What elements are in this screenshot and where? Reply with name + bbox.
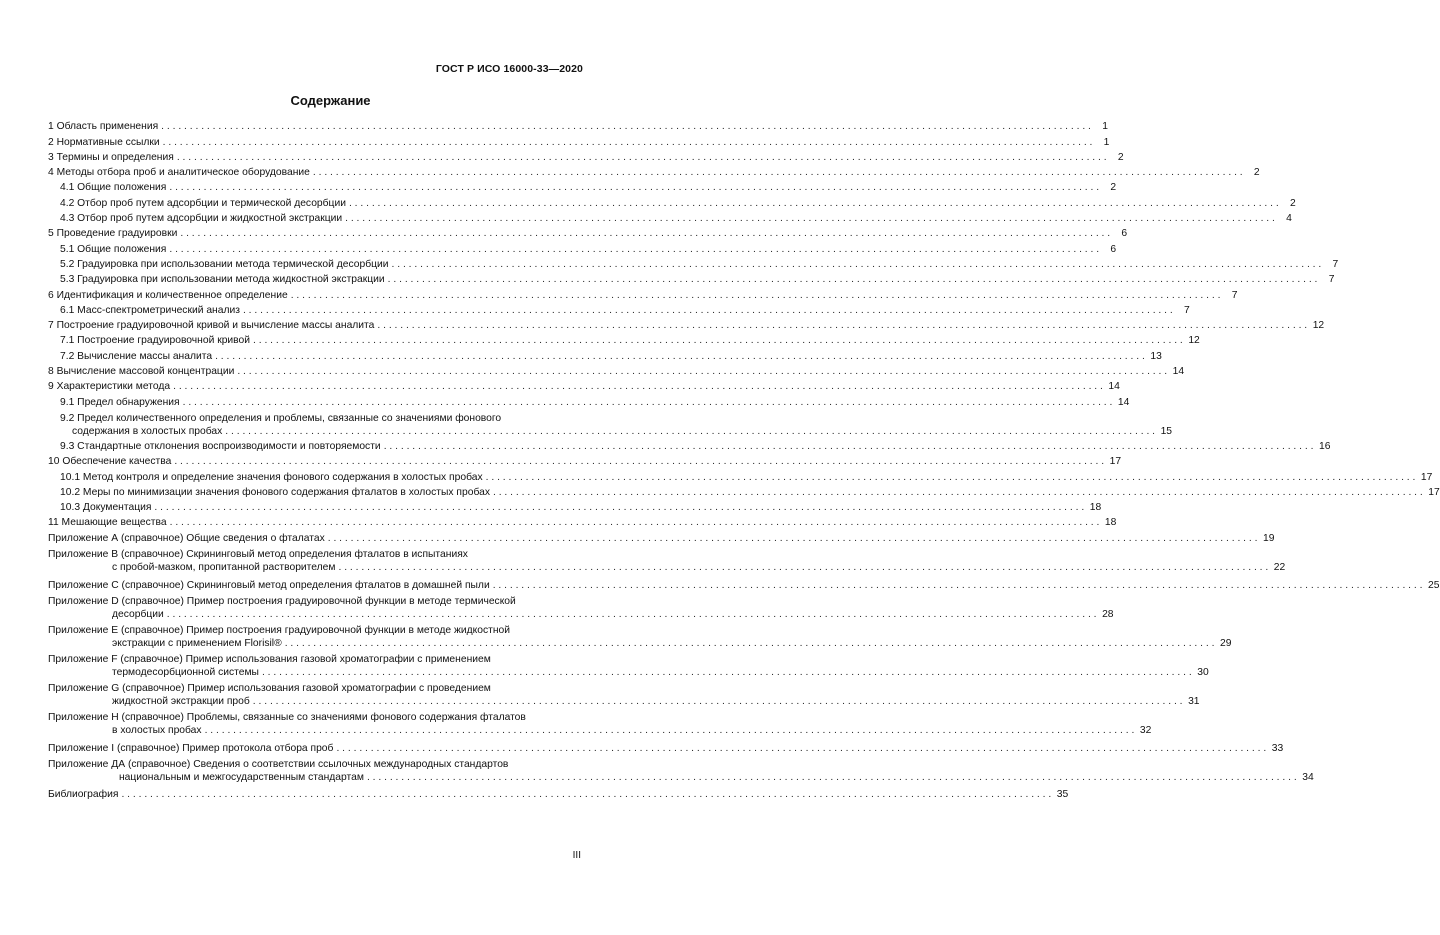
toc-entry-text: Приложение D (справочное) Пример построения градуировочной функции в методе термической: [48, 595, 516, 607]
toc-entry-page: 17: [1420, 471, 1433, 483]
toc-leader: [377, 319, 1307, 332]
toc-entry[interactable]: [48, 225, 1128, 240]
toc-leader: [338, 561, 1268, 574]
toc-entry-text: 5 Проведение градуировки: [48, 228, 178, 240]
toc-entry-text: Приложение Е (справочное) Пример построения градуировочной функции в методе жидкостной: [48, 624, 511, 636]
toc-leader: [243, 304, 1173, 317]
toc-entry-page: 15: [1160, 425, 1173, 437]
toc-entry[interactable]: [48, 468, 1433, 483]
toc-entry-page: 22: [1273, 561, 1286, 573]
toc-entry-page: 17: [1109, 456, 1122, 468]
toc-entry[interactable]: [48, 621, 1232, 650]
toc-entry-text: 4.2 Отбор проб путем адсорбции и термической десорбции: [60, 197, 346, 209]
toc-leader: [173, 380, 1103, 393]
toc-entry-text: Библиография: [48, 788, 119, 800]
toc-leader: [174, 455, 1104, 468]
toc-entry-text-continued: национальным и межгосударственным стандартам: [119, 771, 364, 783]
toc-entry[interactable]: [48, 286, 1238, 301]
toc-entry[interactable]: [48, 708, 1152, 737]
toc-entry[interactable]: [48, 592, 1114, 621]
toc-entry-page: 4: [1286, 213, 1292, 225]
toc-entry-page: 6: [1121, 228, 1128, 240]
toc-entry[interactable]: [48, 317, 1325, 332]
toc-entry-text: 7.1 Построение градуировочной кривой: [60, 335, 251, 347]
page-number: III: [572, 850, 581, 861]
toc-leader: [253, 695, 1183, 708]
toc-leader: [170, 516, 1100, 529]
toc-entry[interactable]: [48, 545, 1286, 574]
toc-leader: [215, 350, 1145, 363]
toc-leader: [180, 227, 1110, 240]
toc-entry-page: 7: [1332, 258, 1339, 270]
toc-entry-page: 33: [1271, 742, 1284, 754]
toc-leader: [167, 608, 1097, 621]
toc-entry-page: 31: [1188, 695, 1200, 707]
toc-leader: [384, 440, 1314, 453]
toc-entry[interactable]: [48, 164, 1260, 179]
toc-leader: [169, 181, 1099, 194]
toc-leader: [177, 151, 1107, 164]
toc-entry[interactable]: [48, 332, 1200, 347]
toc-entry-text: 10 Обеспечение качества: [48, 456, 172, 468]
toc-entry-page: 12: [1188, 335, 1200, 347]
toc-entry-page: 30: [1197, 666, 1209, 678]
toc-entry[interactable]: [48, 240, 1117, 255]
toc-leader: [121, 788, 1051, 801]
toc-entry-text: 7.2 Вычисление массы аналита: [60, 350, 213, 362]
toc-entry[interactable]: [48, 363, 1185, 378]
toc-entry-page: 1: [1102, 121, 1108, 133]
toc-entry-text: Приложение В (справочное) Скрининговый метод определения фталатов в испытаниях: [48, 548, 468, 560]
toc-entry-page: 14: [1172, 366, 1185, 378]
toc-leader: [225, 425, 1155, 438]
toc-entry[interactable]: [48, 784, 1069, 801]
toc-leader: [392, 258, 1322, 271]
toc-entry[interactable]: [48, 499, 1102, 514]
toc-entry-text: Приложение С (справочное) Скрининговый метод определения фталатов в домашней пыли: [48, 579, 490, 591]
toc-entry-text: 4.1 Общие положения: [60, 182, 167, 194]
toc-entry-text: 5.1 Общие положения: [60, 243, 167, 255]
toc-entry-page: 16: [1318, 440, 1331, 452]
toc-entry-text-continued: в холостых пробах: [112, 724, 202, 736]
toc-entry-page: 28: [1102, 608, 1114, 620]
toc-entry-text: Приложение А (справочное) Общие сведения о фталатах: [48, 532, 325, 544]
toc-entry-text: Приложение I (справочное) Пример протокола отбора проб: [48, 742, 334, 754]
toc-leader: [367, 771, 1297, 784]
toc-entry-text-continued: экстракции с применением Florisil®: [112, 637, 282, 649]
toc-entry[interactable]: [48, 574, 1440, 592]
toc-entry[interactable]: [48, 210, 1292, 225]
toc-entry-page: 6: [1110, 243, 1117, 255]
toc-entry-page: 2: [1117, 151, 1124, 163]
toc-leader: [388, 273, 1318, 286]
document-code: ГОСТ Р ИСО 16000-33—2020: [435, 63, 583, 75]
toc-leader: [183, 396, 1113, 409]
toc-entry-page: 25: [1428, 579, 1440, 591]
toc-entry-text: 10.1 Метод контроля и определение значения фонового содержания в холостых пробах: [60, 471, 483, 483]
toc-entry-text: Приложение Н (справочное) Проблемы, связанные со значениями фонового содержания фталатов: [48, 711, 526, 723]
toc-leader: [262, 666, 1192, 679]
toc-entry-text-continued: десорбции: [112, 608, 164, 620]
toc-entry-text: 5.2 Градуировка при использовании метода термической десорбции: [60, 258, 389, 270]
toc-leader: [336, 742, 1266, 755]
toc-entry-page: 2: [1253, 167, 1260, 179]
toc-entry-page: 13: [1150, 350, 1162, 362]
toc-entry-page: 2: [1289, 197, 1296, 209]
toc-entry-text-continued: с пробой-мазком, пропитанной растворителем: [112, 561, 336, 573]
toc-leader: [205, 724, 1135, 737]
toc-entry-page: 18: [1089, 502, 1102, 514]
toc-entry-text-continued: жидкостной экстракции проб: [112, 695, 250, 707]
toc-entry-page: 19: [1263, 532, 1275, 544]
toc-entry[interactable]: [48, 347, 1162, 362]
toc-leader: [285, 637, 1215, 650]
toc-leader: [237, 365, 1167, 378]
toc-entry-page: 1: [1103, 136, 1110, 148]
toc-entry[interactable]: [48, 302, 1190, 317]
toc-entry-text: 4.3 Отбор проб путем адсорбции и жидкостной экстракции: [60, 213, 343, 225]
toc-entry-text-continued: термодесорбционной системы: [112, 666, 259, 678]
toc-entry-text: 1 Область применения: [48, 121, 159, 133]
toc-leader: [328, 532, 1258, 545]
toc-leader: [493, 579, 1423, 592]
toc-entry-text: 10.2 Меры по минимизации значения фонового содержания фталатов в холостых пробах: [60, 486, 490, 498]
toc-entry-page: 7: [1183, 304, 1190, 316]
toc-entry-page: 2: [1110, 182, 1117, 194]
toc-entry-page: 17: [1428, 486, 1440, 498]
toc-entry-text: 9.1 Предел обнаружения: [60, 396, 180, 408]
toc-entry[interactable]: [48, 133, 1110, 148]
toc-entry[interactable]: [48, 256, 1339, 271]
toc-entry-text: 9.3 Стандартные отклонения воспроизводимости и повторяемости: [60, 440, 381, 452]
toc-leader: [313, 166, 1243, 179]
toc-entry-text-continued: содержания в холостых пробах: [72, 425, 223, 437]
toc-entry[interactable]: [48, 271, 1335, 286]
toc-entry-text: 7 Построение градуировочной кривой и вычисление массы аналита: [48, 320, 375, 332]
toc-entry[interactable]: [48, 409, 1173, 438]
toc-entry[interactable]: [48, 118, 1108, 133]
toc-entry-text: 6.1 Масс-спектрометрический анализ: [60, 304, 240, 316]
toc-entry-page: 34: [1302, 771, 1314, 783]
toc-entry-text: Приложение ДА (справочное) Сведения о соответствии ссылочных международных стандартов: [48, 758, 509, 770]
toc-entry-text: 5.3 Градуировка при использовании метода жидкостной экстракции: [60, 274, 385, 286]
toc-entry-page: 12: [1312, 320, 1325, 332]
toc-entry-text: Приложение F (справочное) Пример использования газовой хроматографии с применением: [48, 653, 491, 665]
toc-entry-page: 35: [1056, 788, 1069, 800]
toc-leader: [486, 471, 1416, 484]
toc-entry-text: 11 Мешающие вещества: [48, 517, 167, 529]
toc-entry-page: 7: [1328, 274, 1335, 286]
toc-entry[interactable]: [48, 484, 1440, 499]
toc-entry[interactable]: [48, 453, 1122, 468]
toc-leader: [291, 289, 1221, 302]
toc-entry[interactable]: [48, 679, 1200, 708]
toc-entry-page: 18: [1104, 517, 1117, 529]
toc-leader: [154, 501, 1084, 514]
toc-entry-text: 10.3 Документация: [60, 502, 152, 514]
toc-entry-page: 32: [1139, 724, 1152, 736]
toc-entry-text: 9.2 Предел количественного определения и проблемы, связанные со значениями фонового: [60, 412, 502, 424]
toc-leader: [349, 197, 1279, 210]
toc-entry-text: 9 Характеристики метода: [48, 381, 171, 393]
toc-leader: [345, 212, 1275, 225]
toc-entry-text: 6 Идентификация и количественное определение: [48, 289, 288, 301]
toc-entry-text: 8 Вычисление массовой концентрации: [48, 366, 235, 378]
table-of-contents: [48, 118, 1440, 801]
toc-entry[interactable]: [48, 514, 1117, 529]
toc-entry-text: 4 Методы отбора проб и аналитическое оборудование: [48, 167, 310, 179]
toc-leader: [253, 334, 1183, 347]
toc-entry[interactable]: [48, 529, 1275, 544]
toc-entry-text: 2 Нормативные ссылки: [48, 136, 160, 148]
toc-entry[interactable]: [48, 179, 1117, 194]
toc-entry-text: 3 Термины и определения: [48, 151, 174, 163]
toc-entry[interactable]: [48, 737, 1284, 755]
toc-leader: [169, 243, 1099, 256]
toc-entry[interactable]: [48, 393, 1130, 408]
toc-entry-page: 7: [1231, 289, 1238, 301]
toc-title: Содержание: [290, 93, 371, 108]
toc-entry-page: 14: [1108, 381, 1120, 393]
toc-entry-page: 14: [1117, 396, 1130, 408]
toc-leader: [493, 486, 1423, 499]
toc-entry[interactable]: [48, 194, 1296, 209]
toc-entry[interactable]: [48, 438, 1331, 453]
toc-leader: [161, 120, 1091, 133]
toc-leader: [163, 136, 1093, 149]
toc-entry-page: 29: [1219, 637, 1232, 649]
toc-entry[interactable]: [48, 755, 1314, 784]
toc-entry[interactable]: [48, 650, 1209, 679]
toc-entry-text: Приложение G (справочное) Пример использования газовой хроматографии с проведением: [48, 682, 491, 694]
toc-entry[interactable]: [48, 378, 1120, 393]
toc-entry[interactable]: [48, 149, 1124, 164]
